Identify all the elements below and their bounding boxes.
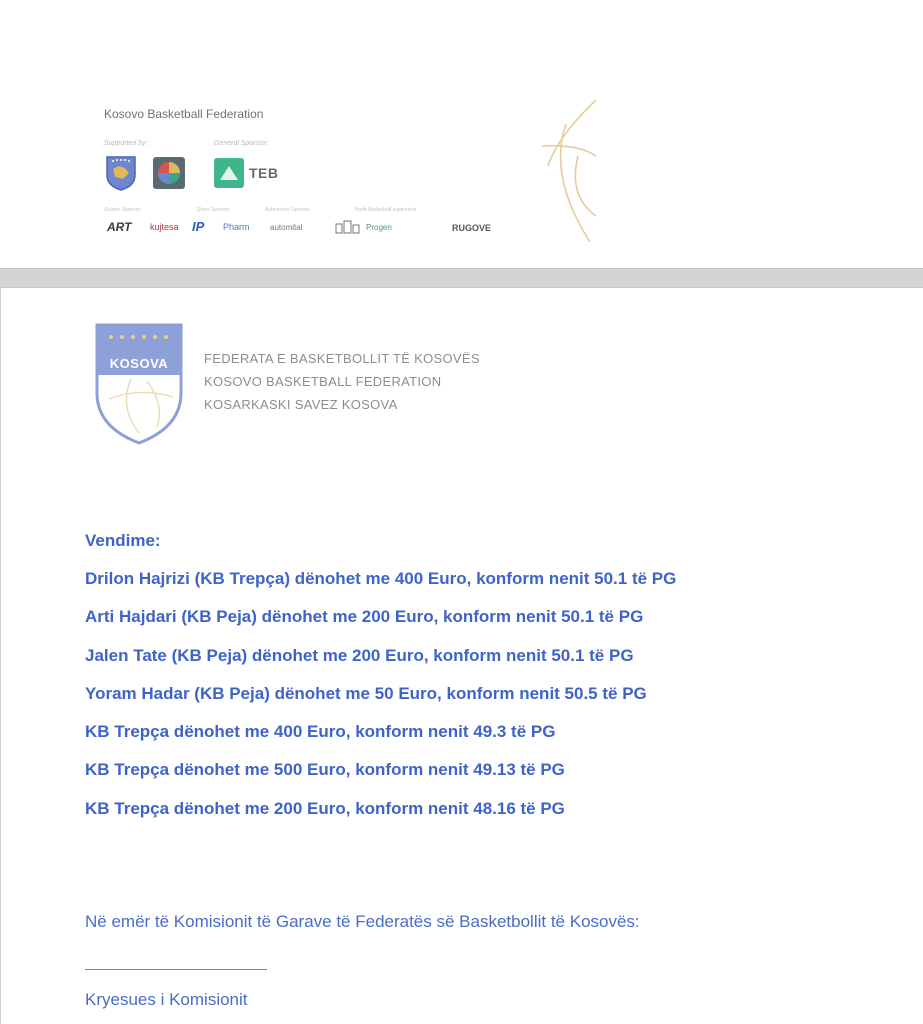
sponsor-progen: Progen (366, 223, 392, 232)
decision-item: Yoram Hadar (KB Peja) dënohet me 50 Euro, konform nenit 50.5 të PG (85, 684, 647, 703)
decision-item: KB Trepça dënohet me 400 Euro, konform nenit 49.3 të PG (85, 722, 556, 741)
previous-page (0, 0, 923, 268)
sponsor-rugove: RUGOVE (452, 223, 492, 233)
decision-item: Jalen Tate (KB Peja) dënohet me 200 Euro, konform nenit 50.1 të PG (85, 646, 634, 665)
building-logo-icon (335, 220, 361, 234)
general-sponsor-label: General Sponsor: (214, 140, 269, 147)
decision-item: KB Trepça dënohet me 200 Euro, konform nenit 48.16 të PG (85, 799, 565, 818)
header-line-english: KOSOVO BASKETBALL FEDERATION (204, 374, 442, 389)
youth-supporter-small-logo (404, 222, 448, 228)
decision-item: Drilon Hajrizi (KB Trepça) dënohet me 400 Euro, konform nenit 50.1 të PG (85, 569, 677, 588)
sponsor-pharm: Pharm (223, 222, 250, 232)
sponsor-kujtesa: kujtesa (150, 222, 179, 232)
decisions-heading: Vendime: (85, 531, 161, 550)
header-line-albanian: FEDERATA E BASKETBOLLIT TË KOSOVËS (204, 351, 480, 366)
decision-item: Arti Hajdari (KB Peja) dënohet me 200 Euro, konform nenit 50.1 të PG (85, 607, 644, 626)
ministry-logo-icon (152, 156, 186, 190)
silver-sponsor-label: Silver Sponsor: (197, 207, 231, 213)
sponsor-art: ART (107, 220, 132, 234)
youth-supporters-label: Youth Basketball supporters (354, 207, 417, 213)
decision-item: KB Trepça dënohet me 500 Euro, konform nenit 49.13 të PG (85, 760, 565, 779)
teb-logo-icon (214, 158, 244, 188)
kosovo-shield-icon (105, 155, 137, 191)
sponsor-automital: automital (270, 223, 303, 232)
header-line-serbian: KOSARKASKI SAVEZ KOSOVA (204, 397, 398, 412)
teb-name: TEB (249, 165, 279, 181)
sponsor-ip: IP (192, 219, 205, 234)
badge-text: KOSOVA (109, 356, 169, 371)
basketball-lines-icon (538, 96, 602, 246)
automotive-sponsor-label: Automotive Sponsor (265, 207, 311, 213)
supported-by-label: Supported by: (104, 140, 148, 147)
page-separator (0, 268, 923, 288)
signature-line (85, 969, 267, 970)
on-behalf-text: Në emër të Komisionit të Garave të Federatës së Basketbollit të Kosovës: (85, 912, 640, 931)
federation-name: Kosovo Basketball Federation (104, 107, 264, 121)
signatory-title: Kryesues i Komisionit (85, 990, 248, 1009)
kosova-badge-icon (95, 323, 183, 445)
golden-sponsor-label: Golden Sponsor: (104, 207, 142, 213)
